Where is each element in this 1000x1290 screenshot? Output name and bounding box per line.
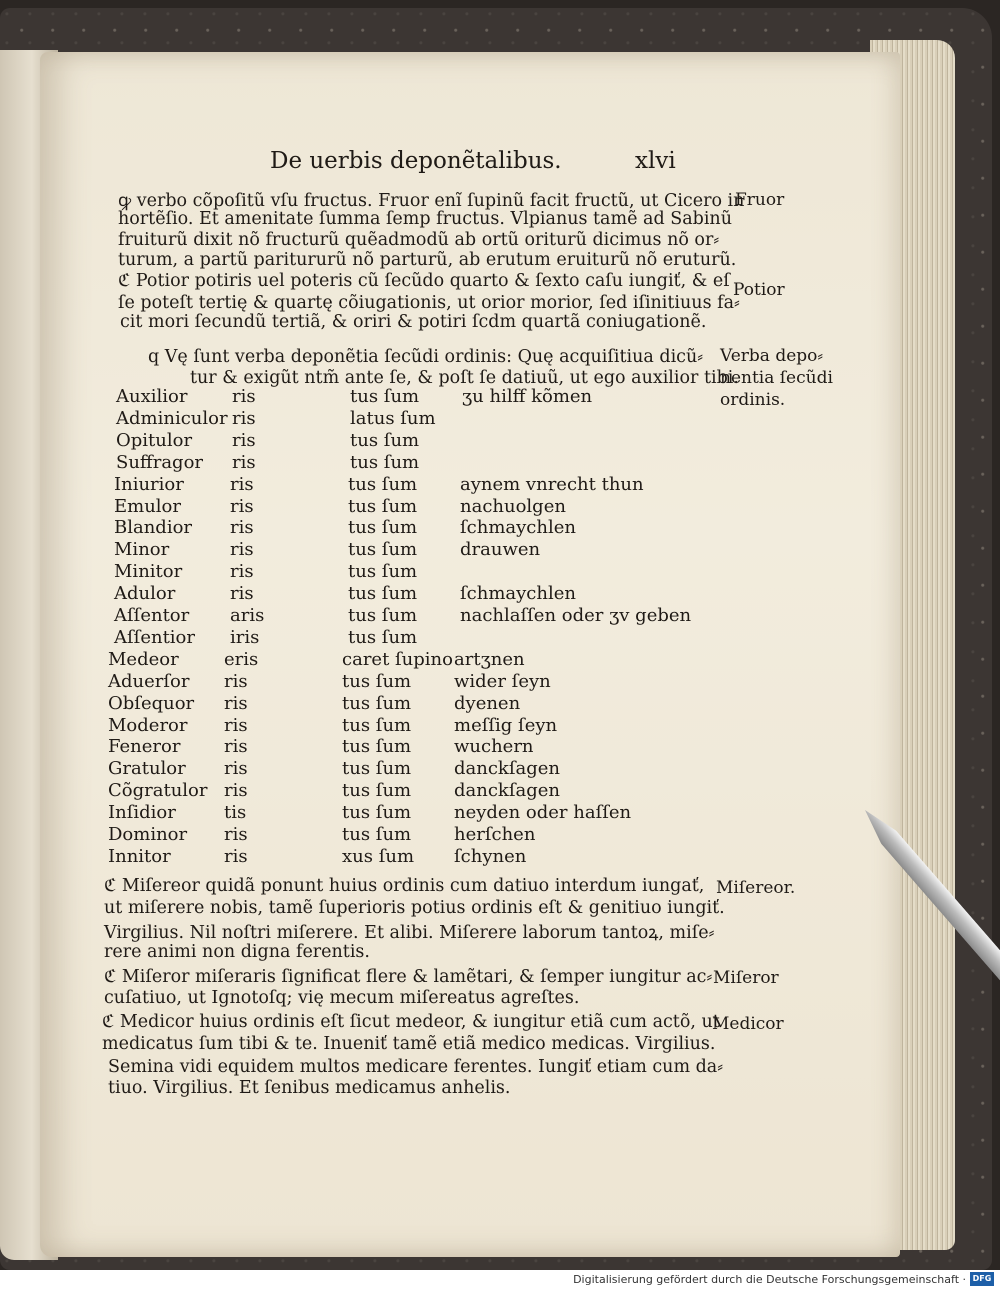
verb-perfect: tus ſum xyxy=(342,736,412,758)
verb-gloss: danckſagen xyxy=(454,780,560,802)
verb-headword: Adminiculor xyxy=(116,407,228,429)
verb-headword: Obſequor xyxy=(108,692,195,714)
prose-line: fruiturũ dixit nõ fructurũ quẽadmodũ ab ortũ oriturũ dicimus nõ or⸗ xyxy=(118,230,720,251)
verb-perfect: tus ſum xyxy=(342,780,412,802)
prose-line: cuſatiuo, ut Ignotoſq; vię mecum miſereatus agreſtes. xyxy=(104,988,580,1008)
verb-headword: Inſidior xyxy=(108,802,176,824)
dfg-logo: DFG xyxy=(970,1272,994,1286)
verb-headword: Minitor xyxy=(114,561,183,583)
verb-perfect: xus ſum xyxy=(342,845,415,867)
verb-ending: ris xyxy=(230,561,254,583)
verb-headword: Innitor xyxy=(108,845,171,867)
verb-ending: ris xyxy=(232,407,256,429)
verb-perfect: tus ſum xyxy=(342,714,412,736)
verb-ending: ris xyxy=(230,517,254,539)
prose-line: rere animi non digna ferentis. xyxy=(104,942,370,962)
verb-gloss: ſchynen xyxy=(454,845,527,867)
verb-gloss: neyden oder haſſen xyxy=(454,802,632,824)
verb-ending: ris xyxy=(232,386,256,407)
verb-ending: aris xyxy=(230,605,265,626)
verb-ending: ris xyxy=(232,451,256,473)
verb-gloss: aynem vnrecht thun xyxy=(460,473,644,495)
margin-note-verba-1: Verba depo⸗ xyxy=(720,346,824,366)
verb-perfect: tus ſum xyxy=(350,386,420,407)
verb-headword: Aduerſor xyxy=(108,670,190,692)
verb-ending: ris xyxy=(224,670,248,692)
verb-ending: ris xyxy=(224,736,248,758)
verb-gloss: danckſagen xyxy=(454,758,560,780)
verb-ending: ris xyxy=(224,824,248,845)
margin-note-verba-3: ordinis. xyxy=(720,390,786,410)
margin-note-verba-2: nentia ſecũdi xyxy=(720,368,833,388)
prose-line: ꝙ verbo cõpoſitũ vſu fructus. Fruor enĩ ſupinũ facit fructũ, ut Cicero in xyxy=(118,191,745,211)
verb-perfect: caret ſupino xyxy=(342,648,453,670)
verb-headword: Gratulor xyxy=(108,758,186,780)
verb-ending: iris xyxy=(230,626,260,648)
verb-perfect: tus ſum xyxy=(342,670,412,692)
verb-ending: ris xyxy=(232,429,256,451)
verb-perfect: tus ſum xyxy=(350,451,420,473)
verb-gloss: wider ſeyn xyxy=(454,670,551,692)
verb-ending: ris xyxy=(230,495,254,517)
verb-headword: Cõgratulor xyxy=(108,780,208,802)
prose-line: ℭ Miſeror miſeraris ſignificat flere & lamẽtari, & ſemper iungitur ac⸗ xyxy=(104,967,713,987)
verb-perfect: latus ſum xyxy=(350,407,436,429)
verb-headword: Emulor xyxy=(114,495,181,517)
verb-perfect: tus ſum xyxy=(348,539,418,561)
verb-gloss: artʒnen xyxy=(454,648,525,670)
verb-ending: ris xyxy=(224,714,248,736)
verb-headword: Feneror xyxy=(108,736,181,758)
verb-headword: Medeor xyxy=(108,648,179,670)
verb-ending: ris xyxy=(230,583,254,605)
verb-gloss: herſchen xyxy=(454,824,536,845)
margin-note-medicor: Medicor xyxy=(712,1014,784,1034)
margin-note-miseror: Miſeror xyxy=(713,968,779,988)
prose-line: ut miſerere nobis, tamẽ ſuperioris potius ordinis eſt & genitiuo iungiť. xyxy=(104,898,725,918)
verb-headword: Auxilior xyxy=(116,386,188,407)
verb-gloss: wuchern xyxy=(454,736,534,758)
footer-bar xyxy=(0,1270,1000,1290)
margin-note-misereor: Miſereor. xyxy=(716,878,796,898)
verb-perfect: tus ſum xyxy=(348,561,418,583)
prose-line: Virgilius. Nil noſtri miſerere. Et alibi. Miſerere laborum tantoꝝ, miſe⸗ xyxy=(104,923,715,943)
prose-line: turum, a partũ paritururũ nõ parturũ, ab erutum eruiturũ nõ eruturũ. xyxy=(118,250,737,271)
verb-headword: Iniurior xyxy=(114,473,184,495)
prose-line: ℭ Miſereor quidã ponunt huius ordinis cum datiuo interdum iungať, xyxy=(104,876,705,896)
verb-headword: Moderor xyxy=(108,714,188,736)
verb-perfect: tus ſum xyxy=(348,517,418,539)
verb-ending: ris xyxy=(224,758,248,780)
prose-line: Semina vidi equidem multos medicare ferentes. Iungiť etiam cum da⸗ xyxy=(108,1057,724,1077)
prose-line: tiuo. Virgilius. Et ſenibus medicamus anhelis. xyxy=(108,1078,511,1098)
verb-gloss: nachuolgen xyxy=(460,495,566,517)
prose-line: ſe poteſt tertię & quartę cõiugationis, ut orior morior, ſed iſinitiuus fa⸗ xyxy=(118,292,740,313)
verb-ending: eris xyxy=(224,648,259,670)
verb-headword: Opitulor xyxy=(116,429,193,451)
verb-perfect: tus ſum xyxy=(348,495,418,517)
running-head: De uerbis deponẽtalibus. xyxy=(270,148,562,174)
verb-headword: Aſſentior xyxy=(114,626,195,648)
folio-number: xlvi xyxy=(635,148,676,174)
prose-line: cit mori ſecundũ tertiã, & oriri & potiri ſcdm quartã coniugationẽ. xyxy=(120,312,707,333)
verb-gloss: drauwen xyxy=(460,539,541,561)
verb-gloss: ſchmaychlen xyxy=(460,517,576,539)
section-intro-line: tur & exigũt ntm̃ ante ſe, & poſt ſe datiuũ, ut ego auxilior tibi. xyxy=(190,368,739,388)
verb-headword: Dominor xyxy=(108,824,188,845)
verb-perfect: tus ſum xyxy=(342,692,412,714)
verb-gloss: nachlaſſen oder ʒv geben xyxy=(460,605,692,626)
verb-gloss: dyenen xyxy=(454,692,521,714)
verb-gloss: meſſig ſeyn xyxy=(454,714,558,736)
section-intro-line: q Vę ſunt verba deponẽtia ſecũdi ordinis: Quę acquiſitiua dicũ⸗ xyxy=(148,347,704,367)
verb-perfect: tus ſum xyxy=(350,429,420,451)
verb-perfect: tus ſum xyxy=(348,473,418,495)
verb-perfect: tus ſum xyxy=(342,758,412,780)
verb-headword: Minor xyxy=(114,539,170,561)
verb-ending: ris xyxy=(230,473,254,495)
verb-headword: Blandior xyxy=(114,517,193,539)
verb-headword: Suffragor xyxy=(116,451,204,473)
verb-ending: tis xyxy=(224,802,247,824)
verb-perfect: tus ſum xyxy=(348,605,418,626)
verb-headword: Aſſentor xyxy=(114,605,190,626)
funding-credit: Digitalisierung gefördert durch die Deutsche Forschungsgemeinschaft · xyxy=(573,1273,966,1286)
verb-perfect: tus ſum xyxy=(348,583,418,605)
verb-perfect: tus ſum xyxy=(348,626,418,648)
prose-line: ℭ Potior potiris uel poteris cũ ſecũdo quarto & ſexto caſu iungiť, & eſ xyxy=(118,270,730,291)
verb-perfect: tus ſum xyxy=(342,824,412,845)
verb-gloss: ʒu hilff kõmen xyxy=(462,386,593,407)
margin-note-fruor: Fruor xyxy=(735,190,785,210)
verb-ending: ris xyxy=(224,780,248,802)
prose-line: hortẽſio. Et amenitate ſumma ſemp fructus. Vlpianus tamẽ ad Sabinũ xyxy=(118,208,732,229)
margin-note-potior: Potior xyxy=(733,280,785,300)
verb-perfect: tus ſum xyxy=(342,802,412,824)
verb-ending: ris xyxy=(224,845,248,867)
verb-ending: ris xyxy=(230,539,254,561)
verb-ending: ris xyxy=(224,692,248,714)
prose-line: ℭ Medicor huius ordinis eſt ſicut medeor, & iungitur etiã cum actõ, ut xyxy=(102,1012,720,1032)
prose-line: medicatus ſum tibi & te. Inueniť tamẽ etiã medico medicas. Virgilius. xyxy=(102,1034,716,1054)
verb-gloss: ſchmaychlen xyxy=(460,583,576,605)
verb-headword: Adulor xyxy=(114,583,176,605)
